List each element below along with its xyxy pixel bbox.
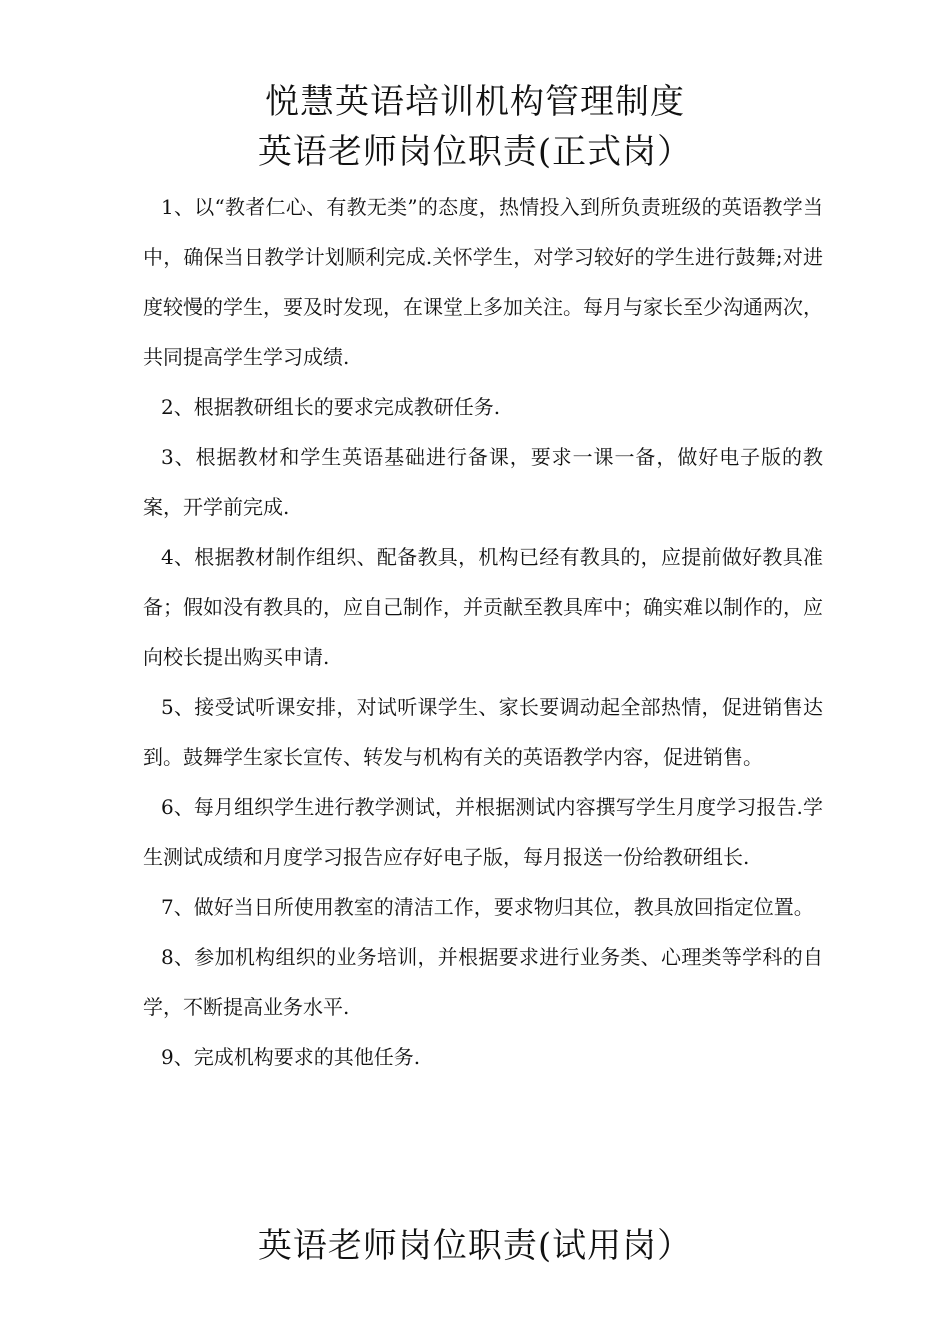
- duty-item-1: 1、以“教者仁心、有教无类”的态度，热情投入到所负责班级的英语教学当中，确保当日教学计划顺利完成.关怀学生，对学习较好的学生进行鼓舞;对进度较慢的学生，要及时发现，在课堂上多加关注。每月与家长至少沟通两次，共同提高学生学习成绩.: [143, 195, 823, 369]
- section-title-formal: 英语老师岗位职责(正式岗）: [257, 132, 693, 172]
- document-title: 悦慧英语培训机构管理制度: [265, 82, 685, 122]
- section-title-probation: 英语老师岗位职责(试用岗）: [257, 1226, 693, 1266]
- duty-item-3: 3、根据教材和学生英语基础进行备课，要求一课一备，做好电子版的教案，开学前完成.: [143, 445, 823, 519]
- duty-item-4: 4、根据教材制作组织、配备教具，机构已经有教具的，应提前做好教具准备；假如没有教具的，应自己制作，并贡献至教具库中；确实难以制作的，应向校长提出购买申请.: [143, 545, 823, 669]
- duty-item-7: 7、做好当日所使用教室的清洁工作，要求物归其位，教具放回指定位置。: [161, 895, 814, 919]
- duty-item-2: 2、根据教研组长的要求完成教研任务.: [161, 395, 501, 419]
- duty-item-6: 6、每月组织学生进行教学测试，并根据测试内容撰写学生月度学习报告.学生测试成绩和月度学习报告应存好电子版，每月报送一份给教研组长.: [143, 795, 823, 869]
- duties-list: [143, 182, 823, 1082]
- duty-item-9: 9、完成机构要求的其他任务.: [161, 1045, 421, 1069]
- duty-item-5: 5、接受试听课安排，对试听课学生、家长要调动起全部热情，促进销售达到。鼓舞学生家长宣传、转发与机构有关的英语教学内容，促进销售。: [143, 695, 823, 769]
- duty-item-8: 8、参加机构组织的业务培训，并根据要求进行业务类、心理类等学科的自学，不断提高业务水平.: [143, 945, 823, 1019]
